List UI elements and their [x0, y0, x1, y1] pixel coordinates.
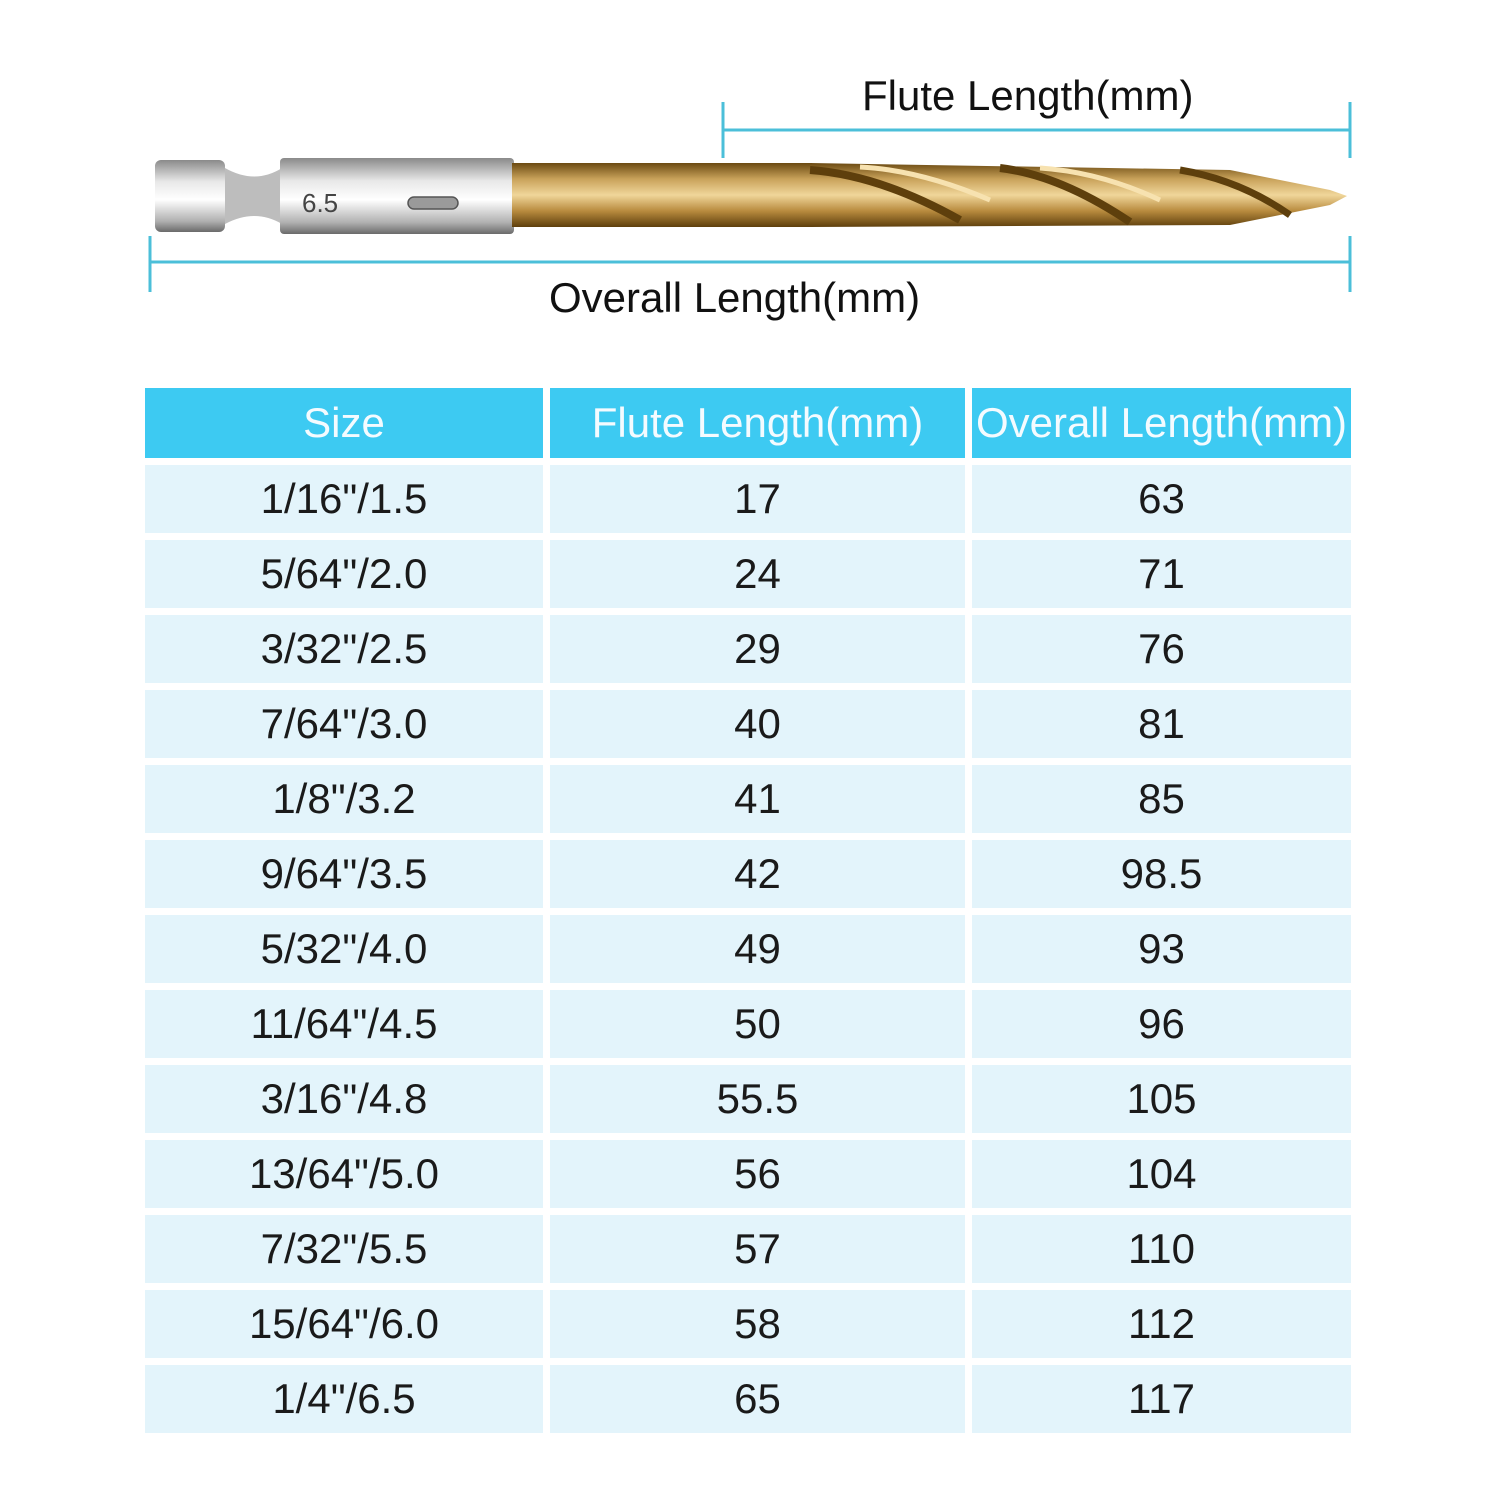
size-cell: 15/64"/6.0 [145, 1290, 543, 1358]
table-row [145, 1140, 1351, 1208]
overall-length-cell: 71 [972, 540, 1351, 608]
table-row [145, 690, 1351, 758]
flute-length-cell: 65 [550, 1365, 965, 1433]
flute-length-cell: 56 [550, 1140, 965, 1208]
size-cell: 1/16"/1.5 [145, 465, 543, 533]
overall-length-cell: 117 [972, 1365, 1351, 1433]
flute-length-cell: 49 [550, 915, 965, 983]
size-cell: 3/16"/4.8 [145, 1065, 543, 1133]
table-row [145, 1215, 1351, 1283]
overall-length-cell: 96 [972, 990, 1351, 1058]
size-cell: 5/64"/2.0 [145, 540, 543, 608]
table-row [145, 465, 1351, 533]
overall-length-cell: 85 [972, 765, 1351, 833]
size-cell: 3/32"/2.5 [145, 615, 543, 683]
svg-text:6.5: 6.5 [302, 188, 339, 218]
flute-length-cell: 17 [550, 465, 965, 533]
flute-length-cell: 41 [550, 765, 965, 833]
size-cell: 13/64"/5.0 [145, 1140, 543, 1208]
overall-length-cell: 98.5 [972, 840, 1351, 908]
header-size: Size [145, 388, 543, 458]
flute-length-cell: 57 [550, 1215, 965, 1283]
drill-bit-diagram [0, 0, 1500, 360]
header-flute-length: Flute Length(mm) [550, 388, 965, 458]
size-cell: 7/32"/5.5 [145, 1215, 543, 1283]
table-row [145, 840, 1351, 908]
flute-length-cell: 29 [550, 615, 965, 683]
size-cell: 5/32"/4.0 [145, 915, 543, 983]
size-spec-table [138, 381, 1358, 1440]
table-header-row [145, 388, 1351, 458]
size-cell: 1/4"/6.5 [145, 1365, 543, 1433]
size-cell: 1/8"/3.2 [145, 765, 543, 833]
table-row [145, 765, 1351, 833]
flute-length-label: Flute Length(mm) [862, 72, 1194, 119]
flute-length-cell: 42 [550, 840, 965, 908]
overall-length-cell: 63 [972, 465, 1351, 533]
table-row [145, 1290, 1351, 1358]
overall-length-cell: 93 [972, 915, 1351, 983]
hex-shank [155, 158, 514, 234]
size-cell: 7/64"/3.0 [145, 690, 543, 758]
overall-length-cell: 110 [972, 1215, 1351, 1283]
overall-length-cell: 81 [972, 690, 1351, 758]
size-cell: 11/64"/4.5 [145, 990, 543, 1058]
flute-length-cell: 50 [550, 990, 965, 1058]
table-row [145, 990, 1351, 1058]
drill-body [512, 163, 1347, 227]
flute-length-cell: 55.5 [550, 1065, 965, 1133]
flute-length-cell: 40 [550, 690, 965, 758]
table-row [145, 1065, 1351, 1133]
table-row [145, 540, 1351, 608]
header-overall-length: Overall Length(mm) [972, 388, 1351, 458]
overall-length-label: Overall Length(mm) [549, 274, 921, 321]
overall-length-cell: 104 [972, 1140, 1351, 1208]
flute-length-cell: 24 [550, 540, 965, 608]
table-row [145, 915, 1351, 983]
overall-length-cell: 112 [972, 1290, 1351, 1358]
size-cell: 9/64"/3.5 [145, 840, 543, 908]
table-row [145, 1365, 1351, 1433]
overall-length-cell: 105 [972, 1065, 1351, 1133]
flute-length-cell: 58 [550, 1290, 965, 1358]
table-row [145, 615, 1351, 683]
overall-length-cell: 76 [972, 615, 1351, 683]
